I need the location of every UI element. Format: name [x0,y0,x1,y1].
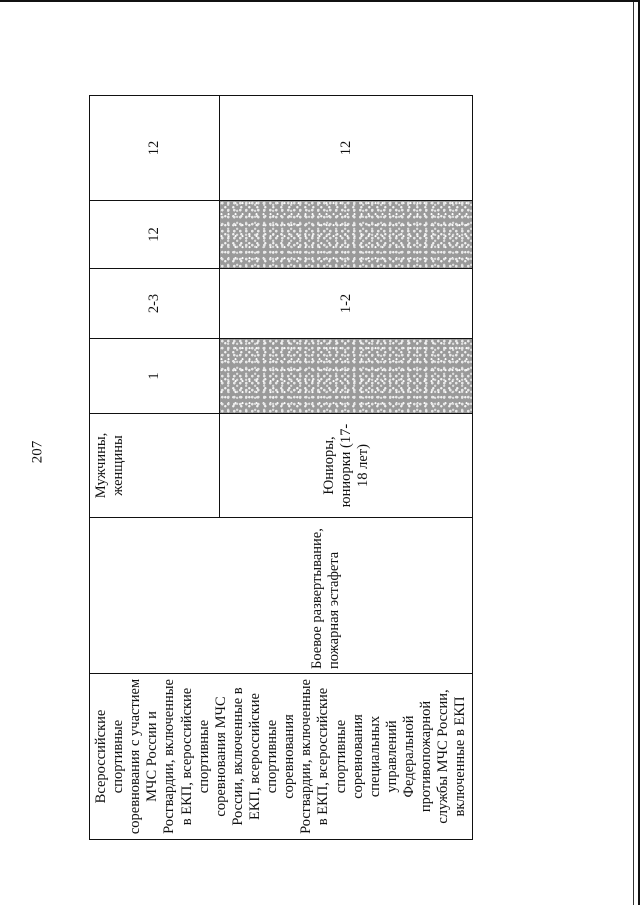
table-row [90,96,220,840]
competition-cell [90,674,473,840]
age-group-cell [90,414,220,518]
competition-text: Всероссийские спортивные соревнования с участием МЧС России и Росгвардии, включенные в ЕКП, всероссийские спортивные соревнования МЧС России, включенные в ЕКП, всероссийские спортивные соревнования Росгвардии, включенные в ЕКП, всероссийские спортивные соревнования специальных управлений Федеральной противопожарной службы МЧС России, включенные в ЕКП [93,678,469,835]
page-number: 207 [29,440,46,464]
shaded-cell [220,201,473,269]
age-group-text: Мужчины, женщины [93,432,127,499]
value-text: 12 [146,140,163,156]
value-text: 12 [337,140,354,156]
value-text: 1-2 [337,293,354,314]
age-group-text: Юниоры, юниорки (17-18 лет) [320,423,371,508]
value-cell [90,96,220,201]
value-text: 12 [146,227,163,242]
competition-table [89,95,473,840]
value-cell [220,269,473,339]
discipline-cell [90,518,473,674]
value-cell [220,96,473,201]
rotated-table-container [89,96,469,840]
value-text: 2-3 [146,293,163,314]
value-cell [90,201,220,269]
value-cell [90,269,220,339]
shaded-cell [220,339,473,414]
value-cell [90,339,220,414]
age-group-cell [220,414,473,518]
discipline-text: Боевое развертывание, пожарная эстафета [309,528,343,669]
value-text: 1 [146,372,163,380]
